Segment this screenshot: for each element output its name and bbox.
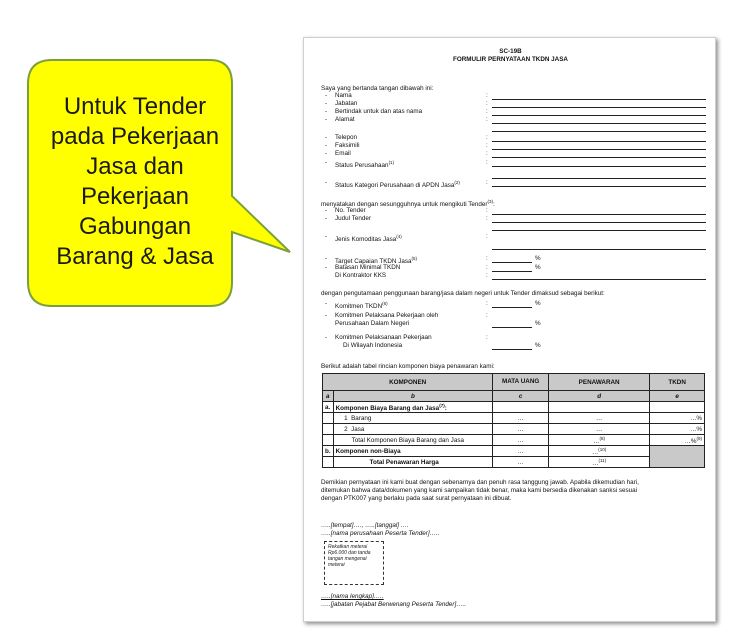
nonbiaya-mata-uang[interactable]: … [493,446,549,457]
field-dash: - [325,142,328,149]
header-mata-uang: MATA UANG [493,374,549,391]
field-dash: - [325,100,328,107]
empty-cell [323,457,334,468]
field-dash: - [325,134,328,141]
callout-line: Gabungan [78,213,192,240]
nonbiaya-penawaran[interactable] [548,446,649,457]
callout-text [40,92,230,272]
closing-line-1: Demikian pernyataan ini kami buat dengan sebenarnya dan penuh rasa tanggung jawab. Apabila dikemudian hari, [321,479,639,486]
field-alamat-label: Alamat [335,116,355,123]
empty-cell [323,435,334,446]
field-kontraktor-label: Di Kontraktor KKS [335,272,387,279]
field-colon: : [486,134,488,141]
kategori-label-text: Status Kategori Perusahaan di APDN Jasa [335,182,455,190]
field-dash: - [325,215,328,222]
field-dash: - [325,264,328,271]
field-dash: - [325,312,328,319]
row-jasa-label: Jasa [351,425,365,433]
grand-penawaran[interactable] [548,457,649,468]
field-colon: : [486,272,488,279]
status-sup: (1) [388,160,395,165]
field-no-tender-label: No. Tender [335,207,366,214]
field-faksimili-label: Faksimili [335,142,360,149]
field-dash: - [325,92,328,99]
field-colon: : [486,300,488,307]
empty-cell [493,402,549,413]
field-alamat-input-2[interactable] [492,131,706,132]
komitmen-pelaksana-label: Komitmen Pelaksana Pekerjaan oleh [335,312,439,319]
total-mata-uang[interactable]: … [493,435,549,446]
letter-c: c [493,391,549,402]
callout-line: Barang & Jasa [56,243,214,270]
section-a-letter: a. [323,402,334,413]
stamp-line: Rekatkan meterai [328,544,368,550]
field-dash: - [325,334,328,341]
total-tkdn[interactable] [650,435,705,446]
field-colon: : [486,150,488,157]
stamp-line: tangan mengenai [328,556,367,562]
field-telepon-label: Telepon [335,134,358,141]
pengutamaan-text: dengan pengutamaan penggunaan barang/jasa dalam negeri untuk Tender dimaksud sebagai berikut: [321,290,605,297]
kategori-sup: (2) [454,180,460,185]
field-colon: : [486,179,488,186]
field-colon: : [486,312,488,319]
row-barang-no: 1 [344,414,348,422]
field-colon: : [486,264,488,271]
field-dash: - [325,116,328,123]
barang-tkdn[interactable]: …% [650,413,705,424]
jasa-tkdn[interactable]: …% [650,424,705,435]
section-a-label [333,402,493,413]
percent-sign: % [535,300,541,307]
empty-cell [323,424,334,435]
stamp-line: meterai [328,562,345,568]
field-kontraktor-input[interactable] [492,279,706,280]
field-dash: - [325,179,328,186]
field-faksimili-input[interactable] [492,149,706,150]
tabel-intro: Berikut adalah tabel rincian komponen biaya penawaran kami: [321,363,495,370]
komitmen-tkdn-sup: (6) [382,301,388,306]
field-dash: - [325,233,328,240]
menyatakan-label: menyatakan dengan sesungguhnya untuk mengikuti Tender [321,201,488,209]
komitmen-tkdn-input[interactable] [492,307,532,308]
total-penawaran[interactable] [548,435,649,446]
total-penawaran-ellipsis: … [593,438,600,446]
field-email-label: Email [335,150,351,157]
callout-line: Pekerjaan [80,183,190,210]
form-code: SC-19B [499,48,522,55]
table-row [323,424,705,435]
letter-e: e [650,391,705,402]
komitmen-wilayah-label: Komitmen Pelaksanaan Pekerjaan [335,334,432,341]
jasa-mata-uang[interactable]: … [493,424,549,435]
percent-sign: % [535,255,541,262]
table-header-row [323,374,705,391]
komitmen-wilayah-input[interactable] [492,349,532,350]
full-name: …..[nama lengkap]….. [321,593,384,600]
letter-a: a [323,391,334,402]
field-dash: - [325,108,328,115]
field-kategori-input-top[interactable] [492,178,706,179]
field-judul-tender-input[interactable] [492,222,706,223]
field-dash: - [325,300,328,307]
field-email-input[interactable] [492,157,706,158]
section-a-suffix: : [444,405,447,413]
sup-11: (11) [598,458,607,464]
table-row [323,446,705,457]
field-alamat-input[interactable] [492,123,706,124]
position-title: …..[jabatan Pejabat Berwenang Peserta Tender]….. [321,601,467,608]
grand-mata-uang[interactable]: … [493,457,549,468]
field-jabatan-input[interactable] [492,107,706,108]
gray-cell [650,446,705,468]
header-komponen: KOMPONEN [323,374,493,391]
field-colon: : [486,255,488,262]
table-row [323,457,705,468]
percent-sign: % [535,342,541,349]
field-atas-nama-label: Bertindak untuk dan atas nama [335,108,423,115]
company-name: …..[nama perusahaan Peserta Tender]….. [321,530,440,537]
total-label: Total Komponen Biaya Barang dan Jasa [333,435,493,446]
field-jabatan-label: Jabatan [335,100,358,107]
table-row [323,435,705,446]
form-page [303,37,716,622]
letter-d: d [548,391,649,402]
section-a-sup: (7) [439,403,445,408]
komoditas-label-text: Jenis Komoditas Jasa [335,236,397,244]
row-barang-label: Barang [351,414,372,422]
closing-line-3: dengan PTK007 yang berlaku pada saat surat pernyataan ini dibuat. [321,495,512,502]
empty-cell [323,413,334,424]
stamp-line: Rp6.000 dan tanda [328,550,371,556]
field-dash: - [325,255,328,262]
target-label-text: Target Capaian TKDN Jasa [335,258,412,266]
total-tkdn-ellipsis: …% [684,438,697,446]
field-kategori-label [335,179,460,190]
callout-line: pada Pekerjaan [50,123,220,150]
target-sup: (5) [411,256,418,261]
menyatakan-suffix: : [493,201,495,209]
field-nama-label: Nama [335,92,352,99]
table-letter-row [323,391,705,402]
barang-mata-uang[interactable]: … [493,413,549,424]
percent-sign: % [535,320,541,327]
row-jasa [333,424,493,435]
komitmen-pelaksana-input[interactable] [492,327,532,328]
empty-cell [548,402,649,413]
empty-cell [650,402,705,413]
field-atas-nama-input[interactable] [492,115,706,116]
intro-text: Saya yang bertanda tangan dibawah ini: [321,85,434,92]
section-b-label: Komponen non-Biaya [333,446,493,457]
status-label-text: Status Perusahaan [335,162,389,170]
field-komoditas-input[interactable] [492,249,706,250]
letter-b: b [333,391,493,402]
field-colon: : [486,233,488,240]
field-colon: : [486,142,488,149]
table-row [323,413,705,424]
komoditas-sup: (4) [396,234,402,239]
header-tkdn: TKDN [650,374,705,391]
section-b-letter: b. [323,446,334,457]
field-colon: : [486,334,488,341]
field-colon: : [486,92,488,99]
barang-penawaran[interactable]: … [548,413,649,424]
field-status-input[interactable] [492,166,706,167]
field-nama-input[interactable] [492,99,706,100]
menyatakan-sup: (3) [487,199,494,204]
field-dash: - [325,150,328,157]
field-dash: - [325,159,328,166]
field-judul-tender-input-2[interactable] [492,230,706,231]
header-penawaran: PENAWARAN [548,374,649,391]
field-batasan-label: Batasan Minimal TKDN [335,264,401,271]
closing-line-2: ditemukan bahwa data/dokumen yang kami sampaikan tidak benar, maka kami bersedia dikenakan sanksi sesuai [321,487,638,494]
field-colon: : [486,215,488,222]
sup-9: (9) [696,436,702,442]
callout-bubble [0,0,300,330]
komitmen-tkdn-label [335,300,388,311]
field-telepon-input[interactable] [492,141,706,142]
grand-penawaran-ellipsis: … [592,460,599,468]
field-target-input[interactable] [492,262,532,263]
callout-line: Jasa dan [86,153,184,180]
field-dash: - [325,207,328,214]
table-row [323,402,705,413]
sup-10: (10) [598,447,607,453]
field-colon: : [486,100,488,107]
field-colon: : [486,116,488,123]
rincian-table [322,373,705,468]
komitmen-wilayah-label-2: Di Wilayah Indonesia [343,342,403,349]
field-colon: : [486,207,488,214]
komitmen-pelaksana-label-2: Perusahaan Dalam Negeri [335,320,410,327]
field-status-label [335,159,394,170]
field-colon: : [486,108,488,115]
field-batasan-input[interactable] [492,271,532,272]
field-no-tender-input[interactable] [492,214,706,215]
stamp-box [324,541,384,585]
field-judul-tender-label: Judul Tender [335,215,371,222]
form-title: FORMULIR PERNYATAAN TKDN JASA [453,56,568,63]
section-a-text: Komponen Biaya Barang dan Jasa [335,405,440,413]
place-date: …..[tempat]…., …..[tanggal] …. [321,522,409,529]
grand-total-label: Total Penawaran Harga [333,457,493,468]
field-komoditas-label [335,233,402,244]
komitmen-tkdn-text: Komitmen TKDN [335,303,383,311]
nonbiaya-penawaran-ellipsis: … [591,449,599,457]
field-kategori-input[interactable] [492,186,706,187]
jasa-penawaran[interactable]: … [548,424,649,435]
field-colon: : [486,159,488,166]
row-jasa-no: 2 [344,425,348,433]
callout-line: Untuk Tender [63,93,207,120]
sup-8: (8) [599,436,606,442]
percent-sign: % [535,264,541,271]
row-barang [333,413,493,424]
